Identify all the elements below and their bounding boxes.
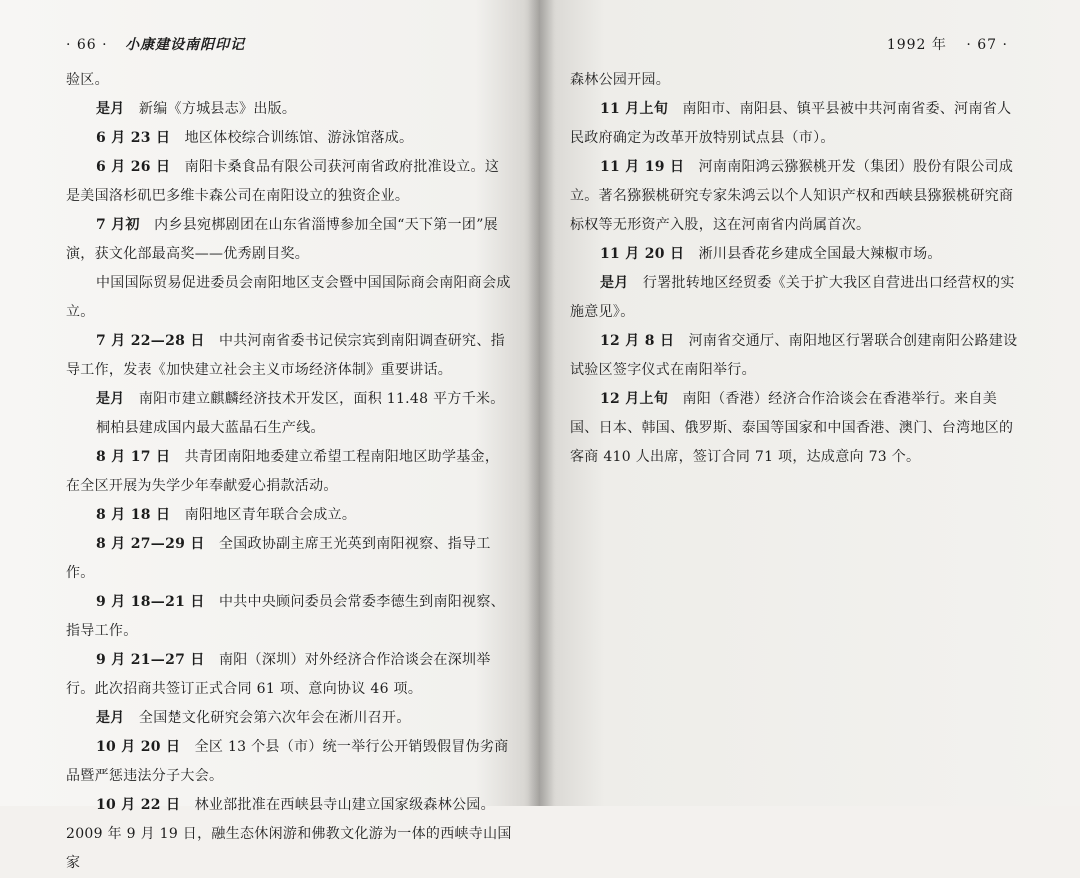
chronicle-entry [570,153,1020,240]
entry-date: 12 月 8 日 [600,333,675,349]
entry-date: 11 月 20 日 [600,246,685,262]
running-year: 1992 年 [886,37,947,53]
entry-text: 南阳市、南阳县、镇平县被中共河南省委、河南省人民政府确定为改革开放特别试点县（市）。 [570,101,1012,146]
chronicle-entry [570,269,1020,327]
chronicle-entry [570,66,1020,95]
entry-date: 8 月 18 日 [96,507,171,523]
entry-text: 南阳（香港）经济合作洽谈会在香港举行。来自美国、日本、韩国、俄罗斯、泰国等国家和中国香港、澳门、台湾地区的客商 410 人出席，签订合同 71 项，达成意向 73 个。 [570,391,1014,465]
chronicle-entry [66,153,512,211]
right-page [540,0,1080,806]
entry-date: 是月 [600,275,629,291]
entry-date: 是月 [96,710,125,726]
entry-text: 河南省交通厅、南阳地区行署联合创建南阳公路建设试验区签字仪式在南阳举行。 [570,333,1018,378]
chronicle-entry [66,66,512,95]
chronicle-entry [66,530,512,588]
chronicle-entry [66,269,512,327]
chronicle-entry [66,733,512,791]
chronicle-entry [66,704,512,733]
entry-text: 南阳市建立麒麟经济技术开发区，面积 11.48 平方千米。 [138,391,505,407]
entry-date: 6 月 26 日 [96,159,171,175]
entry-text: 共青团南阳地委建立希望工程南阳地区助学基金，在全区开展为失学少年奉献爱心捐款活动。 [66,449,500,494]
entry-text: 全国楚文化研究会第六次年会在淅川召开。 [138,710,411,726]
chronicle-entry [570,240,1020,269]
chronicle-entry [66,791,512,878]
entry-date: 11 月 19 日 [600,159,685,175]
entry-text: 南阳（深圳）对外经济合作洽谈会在深圳举行。此次招商共签订正式合同 61 项、意向协议 46 项。 [66,652,491,697]
entry-date: 7 月初 [96,217,140,233]
entry-date: 9 月 21—27 日 [96,652,205,668]
entry-text: 全国政协副主席王光英到南阳视察、指导工作。 [66,536,491,581]
running-title: 小康建设南阳印记 [125,37,246,53]
entry-text: 内乡县宛梆剧团在山东省淄博参加全国“天下第一团”展演，获文化部最高奖——优秀剧目奖。 [66,217,498,262]
entry-date: 8 月 27—29 日 [96,536,205,552]
entry-date: 10 月 22 日 [96,797,181,813]
chronicle-entry [66,443,512,501]
entry-text: 行署批转地区经贸委《关于扩大我区自营进出口经营权的实施意见》。 [570,275,1015,320]
left-page-number: · 66 · [66,37,108,53]
entry-date: 7 月 22—28 日 [96,333,205,349]
entry-date: 9 月 18—21 日 [96,594,205,610]
entry-text: 森林公园开园。 [570,72,671,88]
chronicle-entry [570,95,1020,153]
chronicle-entry [570,385,1020,472]
entry-text: 地区体校综合训练馆、游泳馆落成。 [184,130,414,146]
entry-text: 南阳地区青年联合会成立。 [184,507,357,523]
entry-text: 中共中央顾问委员会常委李德生到南阳视察、指导工作。 [66,594,505,639]
chronicle-entry [66,501,512,530]
entry-text: 淅川县香花乡建成全国最大辣椒市场。 [698,246,942,262]
chronicle-entry [66,95,512,124]
chronicle-entry [66,124,512,153]
right-page-body [570,66,1020,472]
left-page-header [66,34,245,54]
chronicle-entry [66,588,512,646]
entry-text: 新编《方城县志》出版。 [138,101,297,117]
entry-date: 6 月 23 日 [96,130,171,146]
left-page-body [66,66,512,878]
entry-date: 是月 [96,101,125,117]
chronicle-entry [66,385,512,414]
chronicle-entry [66,327,512,385]
entry-date: 8 月 17 日 [96,449,171,465]
chronicle-entry [66,414,512,443]
left-page [0,0,540,871]
book-gutter [528,0,554,806]
entry-text: 林业部批准在西峡县寺山建立国家级森林公园。2009 年 9 月 19 日，融生态休闲游和佛教文化游为一体的西峡寺山国家 [66,797,512,871]
chronicle-entry [66,211,512,269]
entry-text: 桐柏县建成国内最大蓝晶石生产线。 [96,420,325,436]
chronicle-entry [66,646,512,704]
entry-text: 中共河南省委书记侯宗宾到南阳调查研究、指导工作，发表《加快建立社会主义市场经济体制》重要讲话。 [66,333,505,378]
entry-text: 全区 13 个县（市）统一举行公开销毁假冒伪劣商品暨严惩违法分子大会。 [66,739,509,784]
entry-text: 南阳卡桑食品有限公司获河南省政府批准设立。这是美国洛杉矶巴多维卡森公司在南阳设立的独资企业。 [66,159,500,204]
entry-text: 河南南阳鸿云猕猴桃开发（集团）股份有限公司成立。著名猕猴桃研究专家朱鸿云以个人知识产权和西峡县猕猴桃研究商标权等无形资产入股，这在河南省内尚属首次。 [570,159,1014,233]
chronicle-entry [570,327,1020,385]
right-page-header [887,34,1008,54]
entry-text: 验区。 [66,72,109,88]
entry-date: 12 月上旬 [600,391,669,407]
entry-date: 11 月上旬 [600,101,669,117]
right-page-number: · 67 · [966,37,1008,53]
entry-date: 是月 [96,391,125,407]
entry-date: 10 月 20 日 [96,739,181,755]
entry-text: 中国国际贸易促进委员会南阳地区支会暨中国国际商会南阳商会成立。 [66,275,511,320]
